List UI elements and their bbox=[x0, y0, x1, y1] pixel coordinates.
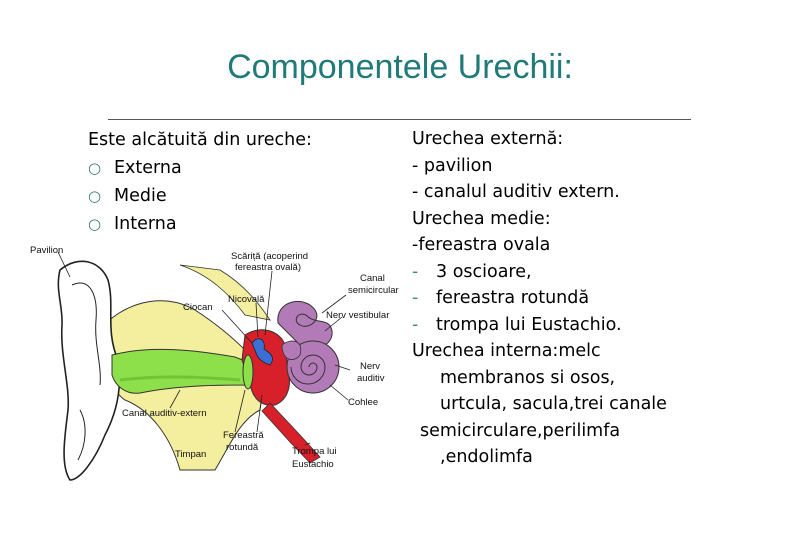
text-line: urtcula, sacula,trei canale bbox=[440, 394, 667, 414]
label-canal-line1: Canal bbox=[360, 273, 385, 284]
text-line: - canalul auditiv extern. bbox=[412, 182, 620, 202]
text-line: Urechea interna:melc bbox=[412, 341, 601, 361]
dash-bullet-icon: - bbox=[412, 288, 419, 308]
bullet-line bbox=[412, 312, 667, 339]
text-line: -fereastra ovala bbox=[412, 235, 551, 255]
bullet-line bbox=[412, 259, 667, 286]
list-intro: Este alcătuită din ureche: bbox=[88, 130, 312, 150]
list-item-label: Medie bbox=[114, 186, 167, 206]
text-line: Urechea externă: bbox=[412, 129, 564, 149]
label-ciocan: Ciocan bbox=[183, 302, 213, 313]
ear-components-text bbox=[412, 126, 667, 471]
list-item-label: Externa bbox=[114, 158, 182, 178]
dash-bullet-icon: - bbox=[412, 261, 419, 282]
label-fereastra-line2: rotundă bbox=[226, 442, 259, 453]
label-scarita-line2: fereastra ovală) bbox=[235, 262, 302, 273]
label-trompa-line1: Trompa lui bbox=[292, 446, 337, 457]
label-trompa-line2: Eustachio bbox=[292, 459, 334, 470]
circle-bullet-icon: ○ bbox=[88, 187, 102, 205]
bullet-label: trompa lui Eustachio. bbox=[436, 314, 622, 335]
label-canal-line2: semicircular bbox=[348, 285, 399, 296]
dash-bullet-icon: - bbox=[412, 314, 419, 335]
text-line: - pavilion bbox=[412, 155, 493, 176]
label-nicovala: Nicovală bbox=[228, 294, 265, 305]
title-underline bbox=[108, 119, 691, 120]
slide-title: Componentele Urechii: bbox=[227, 48, 573, 86]
circle-bullet-icon: ○ bbox=[88, 215, 102, 233]
label-nerv-auditiv-line1: Nerv bbox=[360, 361, 381, 372]
label-cohlee: Cohlee bbox=[348, 397, 379, 408]
label-fereastra-line1: Fereastră bbox=[223, 430, 264, 441]
bullet-label: fereastra rotundă bbox=[436, 288, 590, 308]
label-canal-extern: Canal auditiv-extern bbox=[122, 408, 207, 419]
text-line: semicirculare,perilimfa bbox=[420, 420, 621, 441]
list-item bbox=[88, 210, 312, 238]
ear-parts-list bbox=[88, 126, 312, 238]
label-nerv-vestibular: Nerv vestibular bbox=[326, 310, 390, 321]
bullet-label: 3 oscioare, bbox=[436, 261, 532, 282]
eardrum-shape bbox=[243, 355, 253, 389]
label-pavilion: Pavilion bbox=[30, 245, 64, 256]
bullet-line bbox=[412, 285, 667, 312]
list-item-label: Interna bbox=[114, 214, 177, 234]
label-timpan: Timpan bbox=[175, 449, 207, 460]
list-item bbox=[88, 182, 312, 210]
circle-bullet-icon: ○ bbox=[88, 159, 102, 177]
pinna-shape bbox=[58, 261, 119, 480]
list-item bbox=[88, 154, 312, 182]
text-line: ,endolimfa bbox=[440, 447, 533, 467]
ear-anatomy-diagram bbox=[30, 235, 399, 490]
text-line: Urechea medie: bbox=[412, 208, 551, 229]
label-scarita-line1: Scăriță (acoperind bbox=[231, 251, 309, 262]
text-line: membranos si osos, bbox=[440, 367, 616, 388]
label-nerv-auditiv-line2: auditiv bbox=[357, 373, 385, 384]
